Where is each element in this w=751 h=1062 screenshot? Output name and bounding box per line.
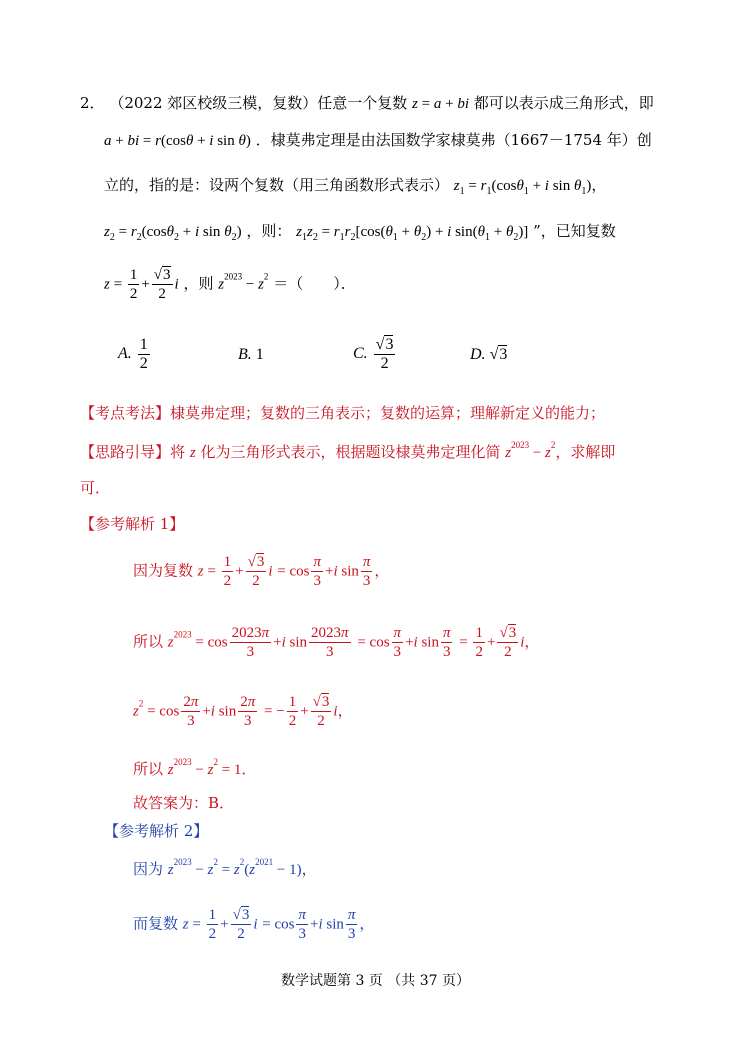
- kaodian-line: [80, 402, 605, 423]
- option-c[interactable]: C. $\frac{√3}{2}$: [353, 336, 394, 372]
- solution2-title: 【参考解析 2】: [104, 822, 209, 840]
- silu-line-cont: 可．: [80, 479, 111, 497]
- problem-line-4: $z_2 = r_2(\cos\theta_2 + i$ $\sin \theta_2$) ，则： $z_1z_2 = r_1r_2[\cos(\theta_1 + \theta_2) + i$ $\sin(\theta_1 + \theta_2)$] ”，已知复数: [104, 222, 616, 243]
- solution2-step2: 而复数 z = $\frac{1}{2}$ + $\frac{√3}{2}$ i = cos $\frac{\pi}{3}$ +i sin $\frac{\pi}{3}$ ，: [133, 907, 375, 942]
- solution1-step4: 所以 $z^{2023} - z^2 = 1$．: [133, 757, 257, 778]
- solution1-step3: $z^2 = \cos$ $\frac{2\pi}{3}$ +i sin $\frac{2\pi}{3}$ = − $\frac{1}{2}$ + $\frac{√3}{2}$ i，: [133, 694, 353, 729]
- problem-line-5: z = $\frac{1}{2}$ + $\frac{√3}{2}$ i ，则 $z^{2023} - z^2$ ＝（ ）．: [104, 267, 356, 302]
- problem-line-1: 2． （2022 郊区校级三模，复数）任意一个复数 z = a + bi 都可以表示成三角形式，即: [80, 94, 654, 112]
- solution1-step1: 因为复数 z = $\frac{1}{2}$ + $\frac{√3}{2}$ i = cos $\frac{\pi}{3}$ +i sin $\frac{\pi}{3}$ ，: [133, 554, 390, 589]
- solution1-step2: 所以 $z^{2023} = \cos$ $\frac{2023\pi}{3}$ +i sin $\frac{2023\pi}{3}$ = cos $\frac{\pi}{3}$ +i sin $\frac{\pi}{3}$ = $\frac{1}{2}$ + $\frac{√3}{2}$ i，: [133, 625, 540, 660]
- option-b[interactable]: B. 1: [238, 346, 264, 363]
- option-d[interactable]: D. √3: [470, 346, 508, 363]
- problem-line-3: 立的，指的是：设两个复数（用三角函数形式表示） $z_1 = r_1(\cos\theta_1 + i$ $\sin \theta_1$)，: [104, 176, 607, 197]
- silu-label: 【思路引导】: [80, 443, 171, 461]
- silu-line: 【思路引导】将 z 化为三角形式表示，根据题设棣莫弗定理化简 $z^{2023} - z^2$，求解即: [80, 440, 616, 461]
- solution1-title: 【参考解析 1】: [80, 515, 185, 533]
- option-a[interactable]: A. $\frac{1}{2}$: [118, 336, 148, 372]
- solution2-step1: 因为 $z^{2023} - z^2 = z^2(z^{2021} - 1)$，: [133, 857, 317, 878]
- kaodian-text: 棣莫弗定理；复数的三角表示；复数的运算；理解新定义的能力；: [170, 404, 606, 422]
- solution1-answer: 故答案为：B．: [133, 794, 235, 812]
- kaodian-label: 【考点考法】: [80, 404, 171, 422]
- page-footer: 数学试题第 3 页 （共 37 页）: [281, 973, 470, 989]
- problem-source: （2022 郊区校级三模，复数）任意一个复数: [109, 94, 408, 112]
- formula-z: z: [412, 96, 418, 112]
- problem-line-2: a + bi = r(cosθ + i sin θ) ．棣莫弗定理是由法国数学家棣莫弗（1667－1754 年）创: [104, 131, 652, 149]
- problem-number: 2．: [80, 94, 105, 112]
